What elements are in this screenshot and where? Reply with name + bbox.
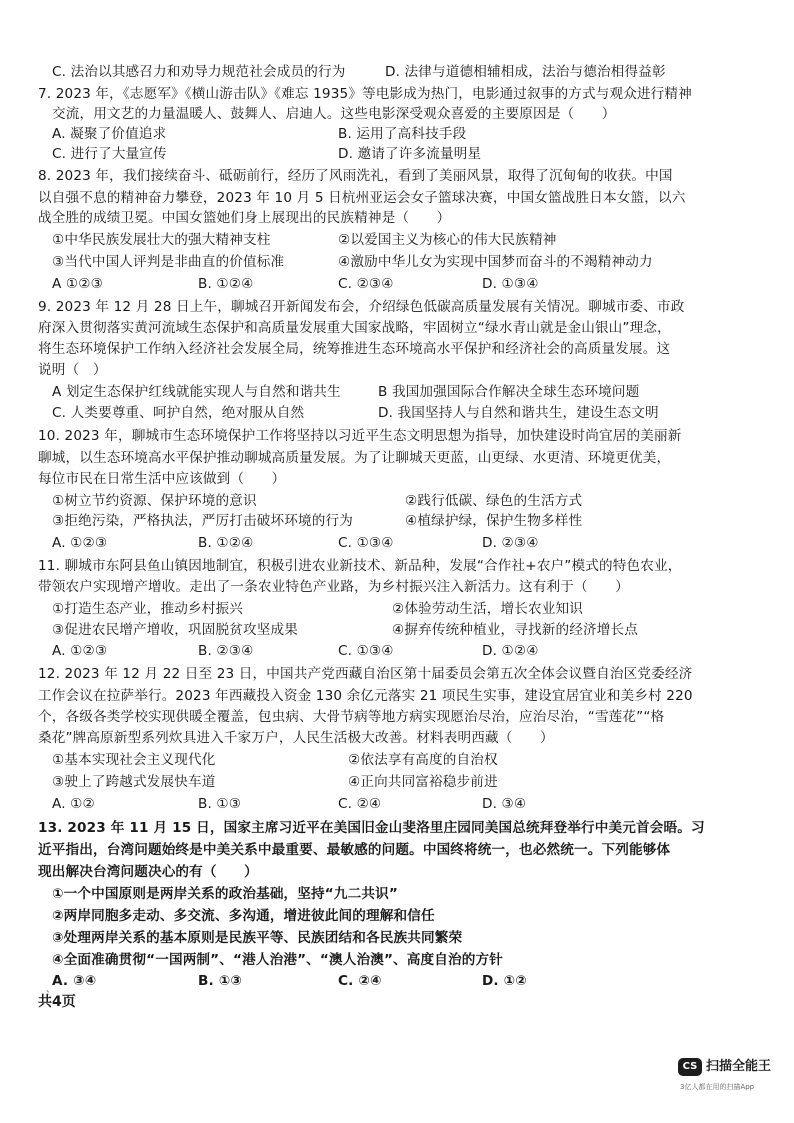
watermark-app-name: 扫描全能王 (706, 1059, 772, 1074)
q9-option-d: D. 我国坚持人与自然和谐共生，建设生态文明 (378, 405, 659, 421)
q9-stem: 府深入贯彻落实黄河流域生态保护和高质量发展重大国家战略，牢固树立“绿水青山就是金山银山”理念， (38, 320, 671, 336)
q8-statement: ③当代中国人评判是非曲直的价值标准 (52, 254, 285, 270)
q8-option-c: C. ②③④ (338, 276, 394, 292)
q8-statement: ②以爱国主义为核心的伟大民族精神 (338, 232, 557, 248)
q12-option-d: D. ③④ (482, 796, 527, 812)
q7-option-a: A. 凝聚了价值追求 (52, 126, 167, 142)
q11-statement: ④摒弃传统种植业，寻找新的经济增长点 (392, 622, 638, 638)
q8-stem: 8. 2023 年，我们接续奋斗、砥砺前行，经历了风雨洗礼，看到了美丽风景，取得了沉甸甸的收获。中国 (38, 168, 673, 184)
q13-stem: 现出解决台湾问题决心的有（ ） (38, 864, 258, 880)
q8-stem: 战全胜的成绩卫冕。中国女篮她们身上展现出的民族精神是（ ） (38, 210, 451, 226)
q10-option-a: A. ①②③ (52, 535, 108, 551)
q10-option-b: B. ①②④ (198, 535, 254, 551)
q9-stem: 9. 2023 年 12 月 28 日上午，聊城召开新闻发布会，介绍绿色低碳高质量发展有关情况。聊城市委、市政 (38, 299, 685, 315)
q12-statement: ②依法享有高度的自治权 (348, 752, 498, 768)
q13-stem: 13. 2023 年 11 月 15 日，国家主席习近平在美国旧金山斐洛里庄园同美国总统拜登举行中美元首会晤。习 (38, 820, 705, 836)
scanner-watermark (678, 1058, 786, 1118)
q8-statement: ①中华民族发展壮大的强大精神支柱 (52, 232, 271, 248)
q7-option-b: B. 运用了高科技手段 (338, 126, 467, 142)
q12-stem: 桑花”牌高原新型系列炊具进入千家万户，人民生活极大改善。材料表明西藏（ ） (38, 730, 554, 746)
q13-statement: ④全面准确贯彻“一国两制”、“港人治港”、“澳人治澳”、高度自治的方针 (52, 952, 503, 968)
q10-statement: ④植绿护绿，保护生物多样性 (405, 513, 583, 529)
q12-stem: 12. 2023 年 12 月 22 日至 23 日，中国共产党西藏自治区第十届委员会第五次全体会议暨自治区党委经济 (38, 666, 693, 682)
q12-stem: 个，各级各类学校实现供暖全覆盖，包虫病、大骨节病等地方病实现愿治尽治，应治尽治，“雪莲花”“格 (38, 709, 665, 725)
q11-option-a: A. ①②③ (52, 643, 108, 659)
q11-statement: ②体验劳动生活，增长农业知识 (392, 601, 584, 617)
q7-stem: 7. 2023 年，《志愿军》《横山游击队》《难忘 1935》等电影成为热门，电影通过叙事的方式与观众进行精神 (38, 86, 692, 102)
q13-statement: ①一个中国原则是两岸关系的政治基础，坚持“九二共识” (52, 886, 398, 902)
q13-option-d: D. ①② (482, 973, 527, 989)
q8-stem: 以自强不息的精神奋力攀登，2023 年 10 月 5 日杭州亚运会女子篮球决赛，中国女篮战胜日本女篮，以六 (38, 190, 686, 206)
q8-option-d: D. ①③④ (482, 276, 539, 292)
q10-option-c: C. ①③④ (338, 535, 394, 551)
q12-option-b: B. ①③ (198, 796, 242, 812)
q8-statement: ④激励中华儿女为实现中国梦而奋斗的不竭精神动力 (338, 254, 653, 270)
watermark-tagline: 3亿人都在用的扫描App (680, 1083, 755, 1091)
q10-stem: 10. 2023 年，聊城市生态环境保护工作将坚持以习近平生态文明思想为指导，加快建设时尚宜居的美丽新 (38, 428, 682, 444)
q11-statement: ①打造生态产业，推动乡村振兴 (52, 601, 244, 617)
q12-stem: 工作会议在拉萨举行。2023 年西藏投入资金 130 余亿元落实 21 项民生实事，建设宜居宜业和美乡村 220 (38, 688, 693, 704)
q13-option-b: B. ①③ (198, 973, 243, 989)
q13-option-a: A. ③④ (52, 973, 97, 989)
q11-option-c: C. ①③④ (338, 643, 394, 659)
q10-statement: ②践行低碳、绿色的生活方式 (405, 493, 583, 509)
q11-stem: 11. 聊城市东阿县鱼山镇因地制宜，积极引进农业新技术、新品种，发展“合作社+农户”模式的特色农业， (38, 558, 682, 574)
q9-option-b: B 我国加强国际合作解决全球生态环境问题 (378, 384, 640, 400)
q10-stem: 聊城，以生态环境高水平保护推动聊城高质量发展。为了让聊城天更蓝，山更绿、水更清、环境更优美， (38, 450, 671, 466)
q12-option-a: A. ①② (52, 796, 95, 812)
page-footer: 共4页 (38, 994, 76, 1010)
q9-stem: 说明（ ） (38, 362, 107, 378)
q8-option-a: A ①②③ (52, 276, 103, 292)
q13-statement: ②两岸同胞多走动、多交流、多沟通，增进彼此间的理解和信任 (52, 908, 435, 924)
q10-statement: ①树立节约资源、保护环境的意识 (52, 493, 257, 509)
q12-statement: ④正向共同富裕稳步前进 (348, 774, 498, 790)
q11-option-d: D. ①②④ (482, 643, 539, 659)
q11-statement: ③促进农民增产增收，巩固脱贫攻坚成果 (52, 622, 298, 638)
q13-option-c: C. ②④ (338, 973, 382, 989)
q13-stem: 近平指出，台湾问题始终是中美关系中最重要、最敏感的问题。中国终将统一，也必然统一。下列能够体 (38, 842, 671, 858)
q6-option-d: D. 法律与道德相辅相成，法治与德治相得益彰 (385, 64, 666, 80)
q11-stem: 带领农户实现增产增收。走出了一条农业特色产业路，为乡村振兴注入新活力。这有利于（ ） (38, 579, 629, 595)
scan-mark: ､ (46, 984, 51, 995)
q10-option-d: D. ②③④ (482, 535, 539, 551)
q8-option-b: B. ①②④ (198, 276, 254, 292)
q10-stem: 每位市民在日常生活中应该做到（ ） (38, 471, 286, 487)
q12-statement: ③驶上了跨越式发展快车道 (52, 774, 216, 790)
camscanner-logo-icon: CS (678, 1058, 702, 1076)
q10-statement: ③拒绝污染，严格执法，严厉打击破坏环境的行为 (52, 513, 353, 529)
q6-option-c: C. 法治以其感召力和劝导力规范社会成员的行为 (52, 64, 346, 80)
q12-option-c: C. ②④ (338, 796, 382, 812)
q9-option-c: C. 人类要尊重、呵护自然，绝对服从自然 (52, 405, 305, 421)
q11-option-b: B. ②③④ (198, 643, 254, 659)
q9-option-a: A 划定生态保护红线就能实现人与自然和谐共生 (52, 384, 341, 400)
q13-statement: ③处理两岸关系的基本原则是民族平等、民族团结和各民族共同繁荣 (52, 930, 463, 946)
q9-stem: 将生态环境保护工作纳入经济社会发展全局，统筹推进生态环境高水平保护和经济社会的高质量发展。这 (38, 341, 671, 357)
q7-stem: 交流，用文艺的力量温暖人、鼓舞人、启迪人。这些电影深受观众喜爱的主要原因是（ ） (52, 106, 616, 122)
q12-statement: ①基本实现社会主义现代化 (52, 752, 216, 768)
q7-option-c: C. 进行了大量宣传 (52, 146, 167, 162)
q7-option-d: D. 邀请了许多流量明星 (338, 146, 482, 162)
